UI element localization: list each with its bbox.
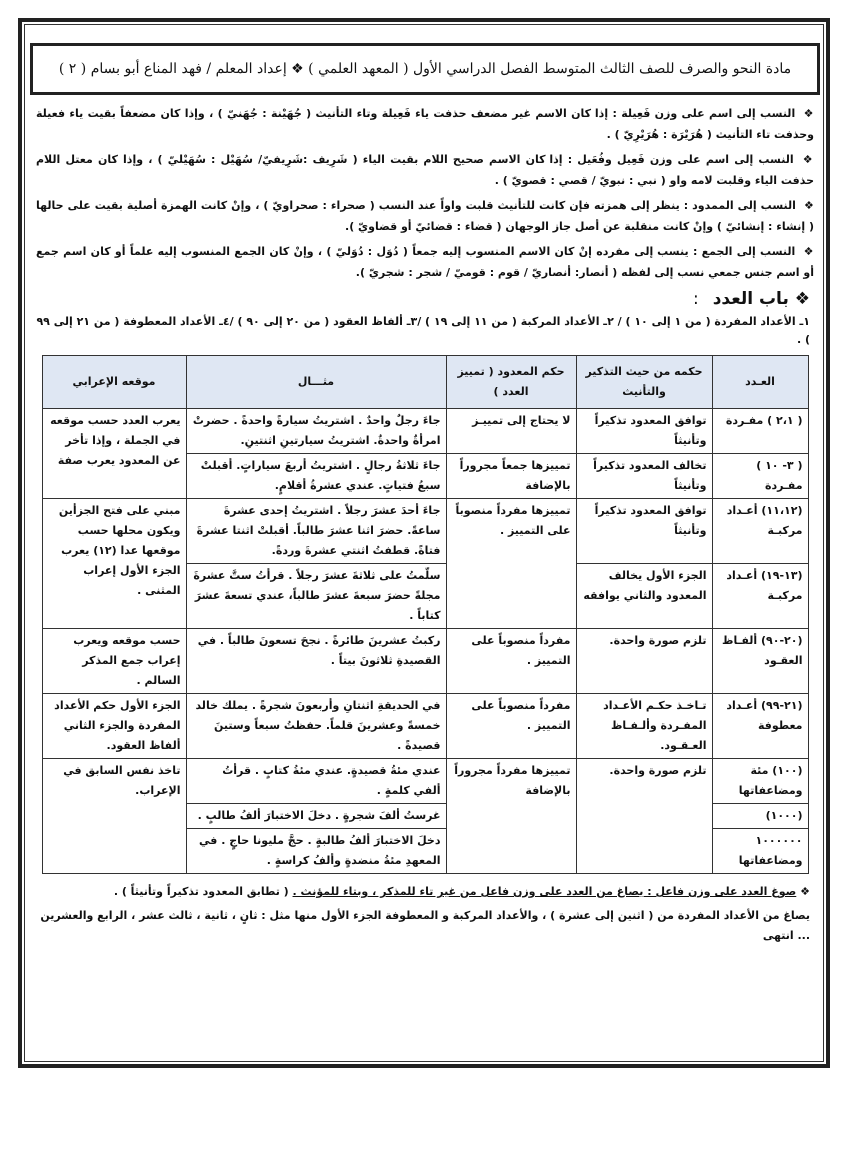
document-title: مادة النحو والصرف للصف الثالث المتوسط الفصل الدراسي الأول ( المعهد العلمي ) ❖ إعداد المعلم / فهد المناع أبو بسام ( ٢ ) [58,61,792,77]
rule-faila [36,103,814,145]
section-colon: : [693,289,699,309]
cell-parsing: حسب موقعه ويعرب إعراب جمع المذكر السالم . [42,629,186,694]
cell-gender-rule: تلزم صورة واحدة. [576,759,712,874]
cell-parsing: يعرب العدد حسب موقعه في الجملة ، وإذا تأخر عن المعدود يعرب صفة [42,409,186,499]
cell-example: عندي مئةُ قصيدةٍ. عندي مئةُ كتابٍ . قرأتُ ألفي كلمةٍ . [186,759,446,804]
cell-gender-rule: توافق المعدود تذكيراً وتأنيثاً [576,409,712,454]
bullet-icon: ❖ [802,153,814,166]
cell-counted-rule: مفرداً منصوباً على التمييز . [446,629,576,694]
rule-term: النسب إلى اسم على وزن فَعِيلة : [612,107,796,120]
header-number: العـدد [712,356,808,409]
rule-jam [36,241,814,283]
cell-counted-rule: تمييزها مفرداً منصوباً على التمييز . [446,499,576,629]
rule-text: إذا كان الاسم صحيح اللام بقيت الياء ( شَرِيف :شَرِيفيّ/ سُهَيْل : سُهَيْليّ ) ، وإذا كان معتل اللام حذفت الياء وقلبت لامه واو ( نبي : نبويّ / قصي : قصويّ ) . [36,153,814,187]
number-types-line: ١ـ الأعداد المفردة ( من ١ إلى ١٠ ) / ٢ـ الأعداد المركبة ( من ١١ إلى ١٩ ) /٣ـ ألفاظ العقود ( من ٢٠ إلى ٩٠ ) /٤ـ الأعداد المعطوفة ( من ٢١ إلى ٩٩ ) . [36,315,810,346]
table-row [42,759,808,804]
cell-example: ركبتُ عشرينَ طائرةً . نجحَ تسعونَ طالباً . في القصيدةِ ثلاثونَ بيتاً . [186,629,446,694]
number-rules-table [42,355,809,874]
bullet-icon: ❖ [800,885,810,898]
bullet-icon: ❖ [803,245,814,258]
title-box [30,43,820,95]
cell-counted-rule: تمييزها مفرداً مجروراً بالإضافة [446,759,576,874]
cell-gender-rule: توافق المعدود تذكيراً وتأنيثاً [576,499,712,564]
rule-term: النسب إلى اسم على وزن فَعِيل وفُعَيل : [567,153,794,166]
header-gender-rule: حكمه من حيث التذكير والتأنيث [576,356,712,409]
bullet-icon: ❖ [794,289,810,309]
cell-example: سلّمتُ على ثلاثةَ عشرَ رجلاً . قرأتُ ستَّ عشرةَ مجلةً حضرَ سبعةَ عشرَ طالباً، عندي تسعةَ عشرَ كتاباً . [186,564,446,629]
footer-line-2: يصاغ من الأعداد المفردة من ( اثنين إلى عشرة ) ، والأعداد المركبة و المعطوفة الجزء الأول منها مثل : ثانٍ ، ثانية ، ثالث عشر ، الرابع والعشرين ... انتهى [40,909,810,942]
cell-counted-rule: لا يحتاج إلى تمييـز [446,409,576,454]
footer-note: ( تطابق المعدود تذكيراً وتأنيثاً ) . [113,885,289,898]
rule-fail-fuail [36,149,814,191]
header-parsing: موقعه الإعرابي [42,356,186,409]
cell-example: جاءَ ثلاثةُ رجالٍ . اشتريتُ أربعَ سياراتٍ. أقبلتْ سبعُ فتياتٍ. عندي عشرةُ أقلامٍ. [186,454,446,499]
nisba-rules [36,103,814,283]
cell-number: (١٣-١٩) أعـداد مركبـة [712,564,808,629]
cell-gender-rule: الجزء الأول يخالف المعدود والثاني يوافقه [576,564,712,629]
cell-number: (١١،١٢) أعـداد مركبـة [712,499,808,564]
cell-number: (٢٠-٩٠) ألفـاظ العقـود [712,629,808,694]
cell-example: جاءَ رجلٌ واحدٌ . اشتريتُ سيارةً واحدةً . حضرتْ امرأةٌ واحدةٌ. اشتريتُ سيارتينِ اثنتينِ. [186,409,446,454]
rule-term: النسب إلى الجمع : [692,245,796,258]
table-row [42,694,808,759]
cell-number: (١٠٠٠) [712,804,808,829]
cell-example: دخلَ الاختبارَ ألفُ طالبةٍ . حجَّ مليونا حاجٍ . في المعهدِ مئةُ منضدةٍ وألفُ كراسةٍ . [186,829,446,874]
cell-number: ( ٢،١ ) مفـردة [712,409,808,454]
table-header-row [42,356,808,409]
cell-number: (٢١-٩٩) أعـداد معطوفة [712,694,808,759]
footer-term: صوغ العدد على وزن فاعل : يصاغ من العدد على وزن فاعل من غير تاء للمذكر ، وبتاء للمؤنث . [292,885,797,898]
cell-counted-rule: تمييزها جمعاً مجروراً بالإضافة [446,454,576,499]
cell-counted-rule: مفرداً منصوباً على التمييز . [446,694,576,759]
header-counted-rule: حكم المعدود ( تمييز العدد ) [446,356,576,409]
cell-number: ١٠٠٠٠٠٠ ومضاعفاتها [712,829,808,874]
cell-parsing: الجزء الأول حكم الأعداد المفردة والجزء الثاني ألفاظ العقود. [42,694,186,759]
bullet-icon: ❖ [803,199,814,212]
rule-text: ينسب إلى مفرده إنْ كان الاسم المنسوب إليه جمعاً ( دُوَل : دُوَليّ ) ، وإنْ كان الجمع المنسوب إليه علماً أو كان اسم جمع أو اسم جنس جمعي نسب إلى لفظه ( أنصار: أنصاريّ / قوم : قوميّ / شجر : شجريّ ). [36,245,814,279]
rule-term: النسب إلى الممدود : [683,199,796,212]
footer-rule [36,882,810,946]
cell-number: ( ٣- ١٠ ) مفـردة [712,454,808,499]
section-heading [30,289,810,309]
cell-example: في الحديقةِ اثنتانِ وأربعونَ شجرةً . يملك خالد خمسةً وعشرينَ قلماً. حفظتُ سبعاً وستينَ قصيدةً . [186,694,446,759]
table-row [42,629,808,694]
page-content [30,43,820,946]
cell-example: غرستُ ألفَ شجرةٍ . دخلَ الاختبارَ ألفُ طالبٍ . [186,804,446,829]
table-row [42,409,808,454]
rule-text: إذا كان الاسم غير مضعف حذفت ياء فَعِيلة وتاء التأنيث ( جُهَيْنة : جُهَنيّ ) ، وإذا كان مضعفاً بقيت ياء فعيلة وحذفت تاء التأنيث ( هُرَيْرَة : هُرَيْرِيّ ) . [36,107,814,141]
section-title-text: باب العدد [712,289,789,309]
bullet-icon: ❖ [803,107,814,120]
rule-mamdud [36,195,814,237]
cell-number: (١٠٠) مئة ومضاعفاتها [712,759,808,804]
table-row [42,499,808,564]
cell-gender-rule: تخالف المعدود تذكيراً وتأنيثاً [576,454,712,499]
rule-text: ينظر إلى همزته فإن كانت للتأنيث قلبت واواً عند النسب ( صحراء : صحراويّ ) ، وإنْ كانت الهمزة أصلية بقيت على حالها ( إنشاء : إنشائيّ ) وإنْ كانت منقلبة عن أصل جاز الوجهان ( قضاء : قضائيّ أو قضاويّ ). [36,199,814,233]
header-example: مثـــال [186,356,446,409]
cell-gender-rule: تـاخـذ حكـم الأعـداد المفـردة وألـفـاظ العـقـود. [576,694,712,759]
footer-line-1 [36,882,810,902]
cell-example: جاءَ أحدَ عشرَ رجلاً . اشتريتُ إحدى عشرةَ ساعةً. حضرَ اثنا عشرَ طالباً. أقبلتْ اثنتا عشرةَ فتاةً. قطفتُ اثنتي عشرةَ وردةً. [186,499,446,564]
cell-parsing: مبني على فتح الجزأين ويكون محلها حسب موقعها عدا (١٢) يعرب الجزء الأول إعراب المثنى . [42,499,186,629]
cell-parsing: تاخذ نفس السابق في الإعراب. [42,759,186,874]
cell-gender-rule: تلزم صورة واحدة. [576,629,712,694]
